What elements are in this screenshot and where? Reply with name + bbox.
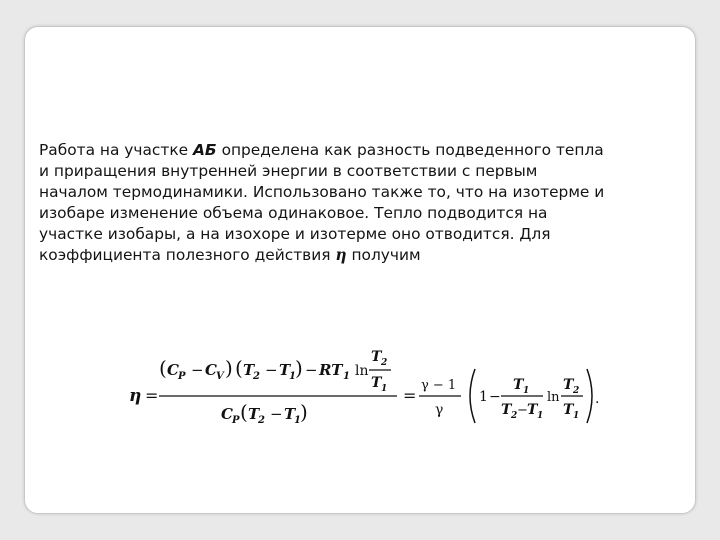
line-6-text-end: получим [346,246,421,264]
num-minus-2: − [265,361,278,379]
den-minus: − [270,405,283,423]
inner-frac-den-t: T [501,402,512,418]
num-ln: ln [355,363,369,379]
inner-one: 1 [479,389,488,405]
line-1-text-start: Работа на участке [39,141,194,159]
num-t-sub-2: 2 [253,371,260,382]
den-t-sub-2: 2 [258,415,265,426]
gamma-denominator: γ [435,402,444,418]
inner-ln-t-bottom-sub: 1 [573,411,580,421]
num-paren-open-1: ( [159,356,167,380]
paragraph-line-1 [39,140,689,161]
gamma-minus-one: γ − 1 [421,378,457,393]
den-t-sub-1: 1 [294,415,301,426]
inner-frac-den-sub-2: 2 [511,411,518,421]
num-rt: RT [319,361,343,379]
formula-equals-1: = [145,386,159,405]
den-t2: T [284,405,296,423]
formula-svg [125,317,605,447]
num-minus-3: − [305,361,318,379]
den-paren-open: ( [240,400,248,424]
inner-frac-den-t2: T [527,402,538,418]
efficiency-formula [125,317,605,447]
num-c-sub-v: V [216,371,224,382]
num-minus-1: − [191,361,204,379]
slide-card [24,26,696,514]
eta-symbol: η [335,246,347,264]
num-ln-t-top: T [371,349,382,365]
num-paren-open-2: ( [235,356,243,380]
paragraph-line-2: и приращения внутренней энергии в соответствии с первым [39,162,538,180]
paragraph-line-6 [39,245,689,266]
paragraph-line-5: участке изобары, а на изохоре и изотерме оно отводится. Для [39,225,551,243]
num-ln-t-bottom: T [371,375,382,391]
num-c-sub-p: P [178,371,186,382]
den-paren-close: ) [300,400,308,424]
num-t: T [243,361,255,379]
num-c: C [167,361,179,379]
den-t: T [248,405,260,423]
inner-ln-t-top-sub: 2 [573,386,580,396]
formula-period: . [595,391,600,407]
num-t2: T [279,361,291,379]
num-t-sub-1: 1 [289,371,296,382]
formula-eta: η [129,386,142,406]
num-paren-close-1: ) [225,356,233,380]
inner-ln-t-top: T [563,377,574,393]
body-paragraph [39,140,689,266]
num-rt-sub-1: 1 [343,371,350,382]
line-6-text-start: коэффициента полезного действия [39,246,336,264]
big-paren-left [470,369,475,423]
num-paren-close-2: ) [295,356,303,380]
formula-equals-2: = [403,386,417,405]
num-c2: C [205,361,217,379]
inner-frac-den-sub-1: 1 [537,411,544,421]
den-c-sub-p: P [232,415,240,426]
paragraph-line-4: изобаре изменение объема одинаковое. Тепло подводится на [39,204,548,222]
num-ln-t-bottom-sub: 1 [381,384,388,394]
line-1-text-end: определена как разность подведенного тепла [216,141,604,159]
paragraph-line-3: началом термодинамики. Использовано также то, что на изотерме и [39,183,605,201]
inner-frac-num-sub: 1 [523,386,530,396]
inner-frac-den-minus: − [517,403,528,418]
section-label-ab: АБ [193,141,217,159]
big-paren-right [587,369,592,423]
inner-ln-t-bottom: T [563,402,574,418]
inner-ln: ln [547,390,560,405]
den-c: C [221,405,233,423]
num-ln-t-top-sub: 2 [381,358,388,368]
inner-frac-num-t: T [513,377,524,393]
inner-minus: − [489,389,501,405]
